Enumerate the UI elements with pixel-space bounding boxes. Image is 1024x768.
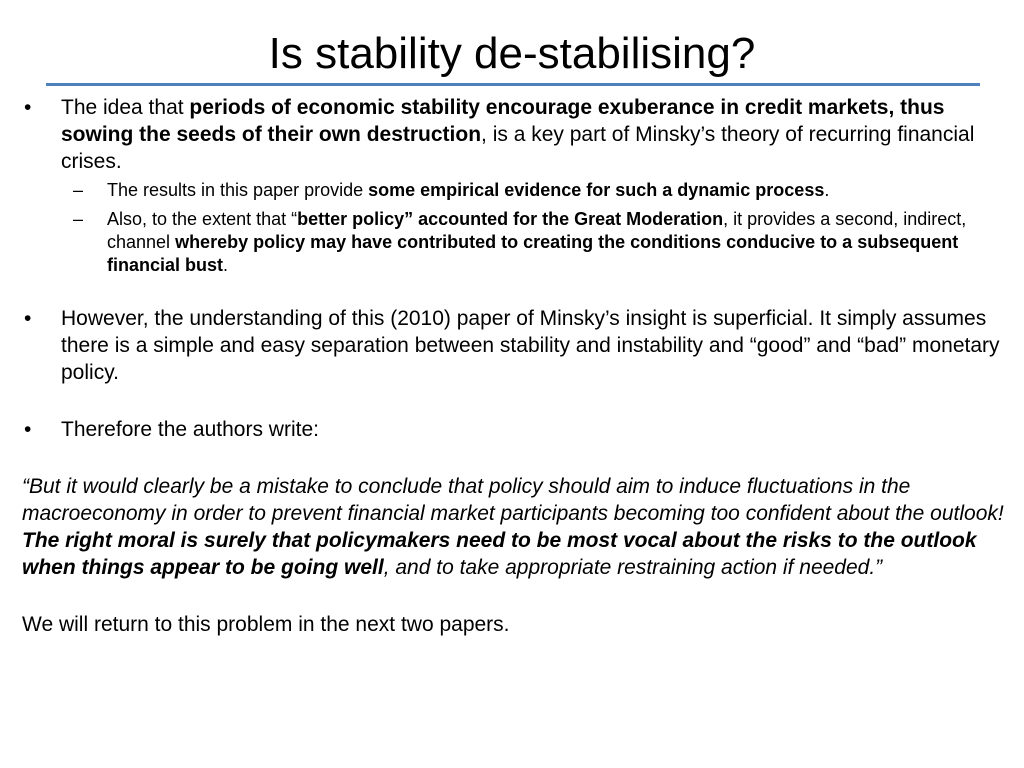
bullet-item	[20, 416, 1010, 443]
sub-bullet-item	[61, 179, 1010, 202]
slide-title: Is stability de-stabilising?	[268, 29, 756, 78]
dash-icon: –	[73, 180, 84, 200]
quote-paragraph: “But it would clearly be a mistake to conclude that policy should aim to induce fluctuations in the macroeconomy in order to prevent financial market participants becoming too confident about the outlook! The right moral is surely that policymakers need to be most vocal about the risks to the outlook when things appear to be going well, and to take appropriate restraining action if needed.”	[22, 475, 1004, 579]
slide-body	[20, 94, 1010, 638]
bullet-dot-icon: •	[24, 418, 32, 441]
bullet-dot-icon: •	[24, 307, 32, 330]
bullet-list	[20, 94, 1010, 443]
bullet-item	[20, 94, 1010, 277]
sub-bullet-text: Also, to the extent that “better policy” accounted for the Great Moderation, it provides a second, indirect, channel whereby policy may have contributed to creating the conditions conducive to a subsequent financial bust.	[107, 209, 967, 275]
bullet-text: However, the understanding of this (2010) paper of Minsky’s insight is superficial. It simply assumes there is a simple and easy separation between stability and instability and “good” and “bad” monetary policy.	[61, 307, 1000, 384]
title-underline	[46, 83, 980, 86]
bullet-text: The idea that periods of economic stability encourage exuberance in credit markets, thus sowing the seeds of their own destruction, is a key part of Minsky’s theory of recurring financial crises.	[61, 96, 975, 173]
sub-bullet-item	[61, 208, 1010, 277]
bullet-dot-icon: •	[24, 96, 32, 119]
bullet-text: Therefore the authors write:	[61, 418, 319, 441]
bullet-item	[20, 305, 1010, 386]
dash-icon: –	[73, 209, 84, 229]
sub-bullet-list	[61, 179, 1010, 277]
sub-bullet-text: The results in this paper provide some empirical evidence for such a dynamic process.	[107, 180, 830, 200]
closing-paragraph: We will return to this problem in the next two papers.	[22, 613, 510, 636]
